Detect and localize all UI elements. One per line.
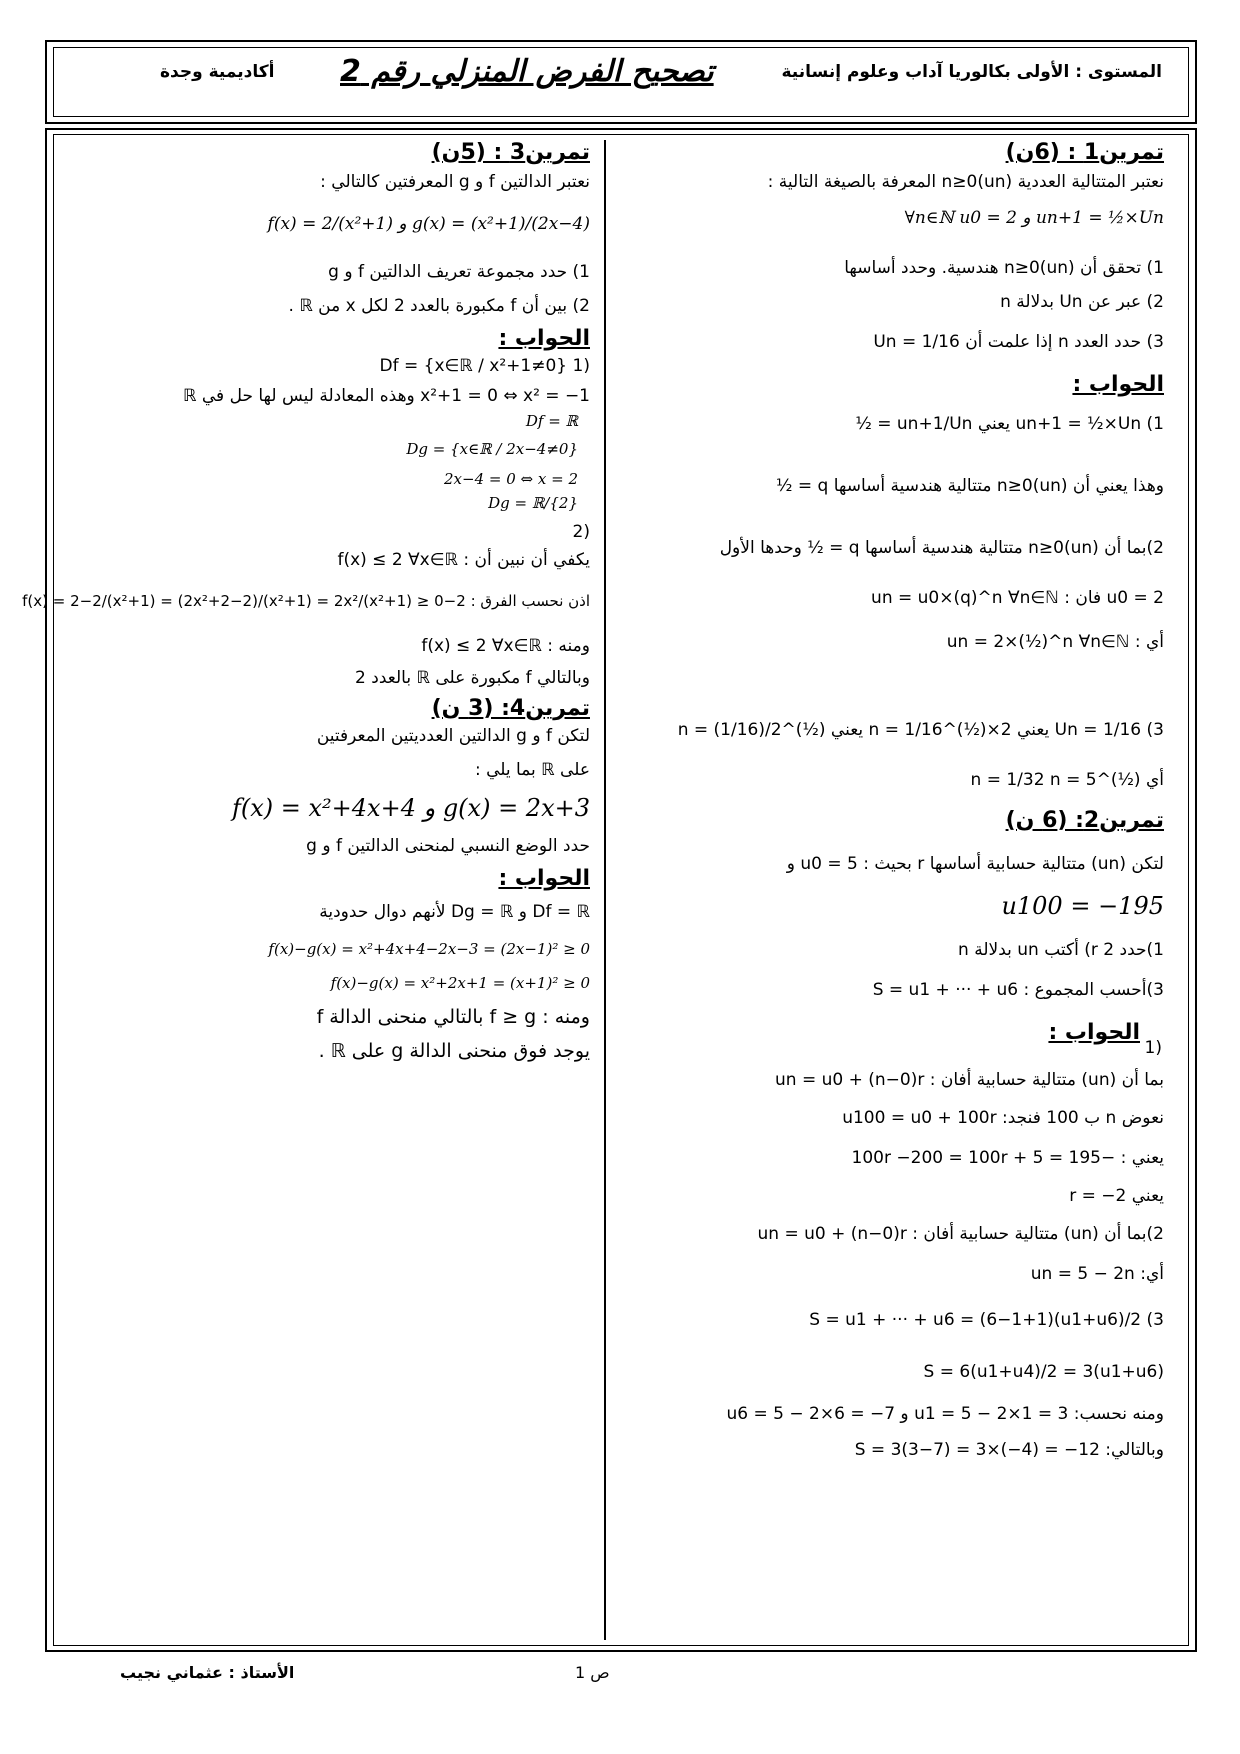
exercise3-a1e: 2x−4 = 0 ⇔ x = 2 (444, 470, 578, 488)
exercise3-title: تمرين3 : (5ن) (431, 140, 590, 165)
exercise3-q1: 1) حدد مجموعة تعريف الدالتين f و g (328, 262, 590, 282)
exercise1-a2b: u0 = 2 فان : un = u0×(q)^n ∀n∈ℕ (871, 588, 1164, 608)
exercise4-a1d: ومنه : f ≥ g بالتالي منحنى الدالة f (316, 1006, 590, 1028)
exercise3-a1: (1 Df = {x∈ℝ / x²+1≠0} (379, 356, 590, 376)
exercise1-a1: 1) un+1 = ½×Un يعني un+1/Un = ½ (855, 414, 1164, 434)
exercise3-a2c: ومنه : f(x) ≤ 2 ∀x∈ℝ (421, 636, 590, 656)
exercise4-a1c: f(x)−g(x) = x²+2x+1 = (x+1)² ≥ 0 (330, 974, 590, 992)
exercise2-a1b: نعوض n ب 100 فنجد: u100 = u0 + 100r (842, 1108, 1164, 1128)
exercise3-a2b: اذن نحسب الفرق : 2−f(x) = 2−2/(x²+1) = (2x²+2−2)/(x²+1) = 2x²/(x²+1) ≥ 0 (22, 592, 590, 610)
exercise4-q1: حدد الوضع النسبي لمنحنى الدالتين f و g (306, 836, 590, 856)
exercise3-a1d: Dg = {x∈ℝ / 2x−4≠0} (406, 440, 578, 458)
exercise1-q1: 1) تحقق أن (un)n≥0 هندسية. وحدد أساسها (844, 258, 1164, 278)
exercise2-a1: بما أن (un) متتالية حسابية أفان : un = u0 + (n−0)r (775, 1070, 1164, 1090)
exercise1-a3b: أي (½)^n = 1/32 n = 5 (970, 770, 1164, 790)
page-title: تصحيح الفرض المنزلي رقم 2 (340, 54, 714, 89)
exercise2-title: تمرين2: (6 ن) (1005, 808, 1164, 833)
exercise3-q2: 2) بين أن f مكبورة بالعدد 2 لكل x من ℝ . (288, 296, 590, 316)
level-label: المستوى : الأولى بكالوريا آداب وعلوم إنسانية (781, 62, 1162, 82)
exercise2-a1c: يعني : −195 = 5 + 100r −200 = 100r (851, 1148, 1164, 1168)
exercise1-a3: 3) Un = 1/16 يعني 2×(½)^n = 1/16 يعني (½)^n = (1/16)/2 (677, 720, 1164, 740)
left-column (22, 140, 598, 1640)
exercise4-title: تمرين4: (3 ن) (431, 696, 590, 721)
exercise4-a1b: f(x)−g(x) = x²+4x+4−2x−3 = (2x−1)² ≥ 0 (268, 940, 590, 958)
exercise2-intro: لتكن (un) متتالية حسابية أساسها r بحيث : u0 = 5 و (786, 854, 1164, 874)
exercise2-a2: 2)بما أن (un) متتالية حسابية أفان : un = u0 + (n−0)r (757, 1224, 1164, 1244)
teacher-name: الأستاذ : عثماني نجيب (120, 1663, 295, 1682)
exercise3-a1c: Df = ℝ (525, 412, 578, 430)
column-divider (604, 140, 606, 1640)
exercise2-answer-label: الحواب : (1048, 1020, 1140, 1045)
exercise2-a3c: ومنه نحسب: u1 = 5 − 2×1 = 3 و u6 = 5 − 2×6 = −7 (726, 1404, 1164, 1424)
exercise2-a3b: S = 6(u1+u4)/2 = 3(u1+u6) (923, 1362, 1164, 1382)
exercise4-definition: f(x) = x²+4x+4 و g(x) = 2x+3 (232, 794, 590, 822)
academy-label: أكاديمية وجدة (160, 62, 275, 82)
exercise3-a1f: Dg = ℝ/{2} (488, 494, 578, 512)
exercise1-title: تمرين1 : (6ن) (1005, 140, 1164, 165)
exercise4-a1e: يوجد فوق منحنى الدالة g على ℝ . (318, 1040, 590, 1062)
exercise3-intro: نعتبر الدالتين f و g المعرفتين كالتالي : (320, 172, 590, 192)
exercise3-a2-label: (2 (572, 522, 590, 542)
exercise2-a3d: وبالتالي: S = 3(3−7) = 3×(−4) = −12 (854, 1440, 1164, 1460)
exercise1-definition: ∀n∈ℕ u0 = 2 و un+1 = ½×Un (904, 208, 1164, 228)
exercise1-a2c: أي : un = 2×(½)^n ∀n∈ℕ (946, 632, 1164, 652)
exercise2-a1d: يعني r = −2 (1069, 1186, 1164, 1206)
exercise3-a2d: وبالتالي f مكبورة على ℝ بالعدد 2 (355, 668, 590, 688)
exercise2-a2b: أي: un = 5 − 2n (1030, 1264, 1164, 1284)
exercise4-a1: Df = ℝ و Dg = ℝ لأنهم دوال حدودية (319, 902, 590, 922)
exercise1-a1b: وهذا يعني أن (un)n≥0 متتالية هندسية أساسها q = ½ (776, 476, 1164, 496)
exercise4-intro: لتكن f و g الدالتين العدديتين المعرفتين (316, 726, 590, 746)
exercise4-intro2: على ℝ بما يلي : (474, 760, 590, 780)
page-number: ص 1 (575, 1663, 610, 1682)
exercise3-a1b: x²+1 = 0 ⇔ x² = −1 وهذه المعادلة ليس لها حل في ℝ (183, 386, 590, 406)
exercise1-q2: 2) عبر عن Un بدلالة n (1000, 292, 1164, 312)
exercise1-q3: 3) حدد العدد n إذا علمت أن Un = 1/16 (873, 332, 1164, 352)
exercise2-given: u100 = −195 (1001, 892, 1164, 920)
exercise1-intro: نعتبر المتتالية العددية (un)n≥0 المعرفة بالصيغة التالية : (767, 172, 1164, 192)
exercise3-answer-label: الحواب : (498, 326, 590, 351)
right-column (612, 140, 1172, 1640)
exercise2-q12: 1)حدد r 2) أكتب un بدلالة n (958, 940, 1164, 960)
exercise1-a2: 2)بما أن (un)n≥0 متتالية هندسية أساسها q = ½ وحدها الأول (719, 538, 1164, 558)
exercise3-a2: يكفي أن نبين أن : f(x) ≤ 2 ∀x∈ℝ (337, 550, 590, 570)
exercise2-a3: 3) S = u1 + ··· + u6 = (6−1+1)(u1+u6)/2 (809, 1310, 1164, 1330)
exercise4-answer-label: الحواب : (498, 866, 590, 891)
exercise1-answer-label: الحواب : (1072, 372, 1164, 397)
exercise2-a1-label: (1 (1144, 1038, 1162, 1058)
exercise3-definition: f(x) = 2/(x²+1) و g(x) = (x²+1)/(2x−4) (267, 214, 590, 234)
exercise2-q3: 3)أحسب المجموع : S = u1 + ··· + u6 (872, 980, 1164, 1000)
